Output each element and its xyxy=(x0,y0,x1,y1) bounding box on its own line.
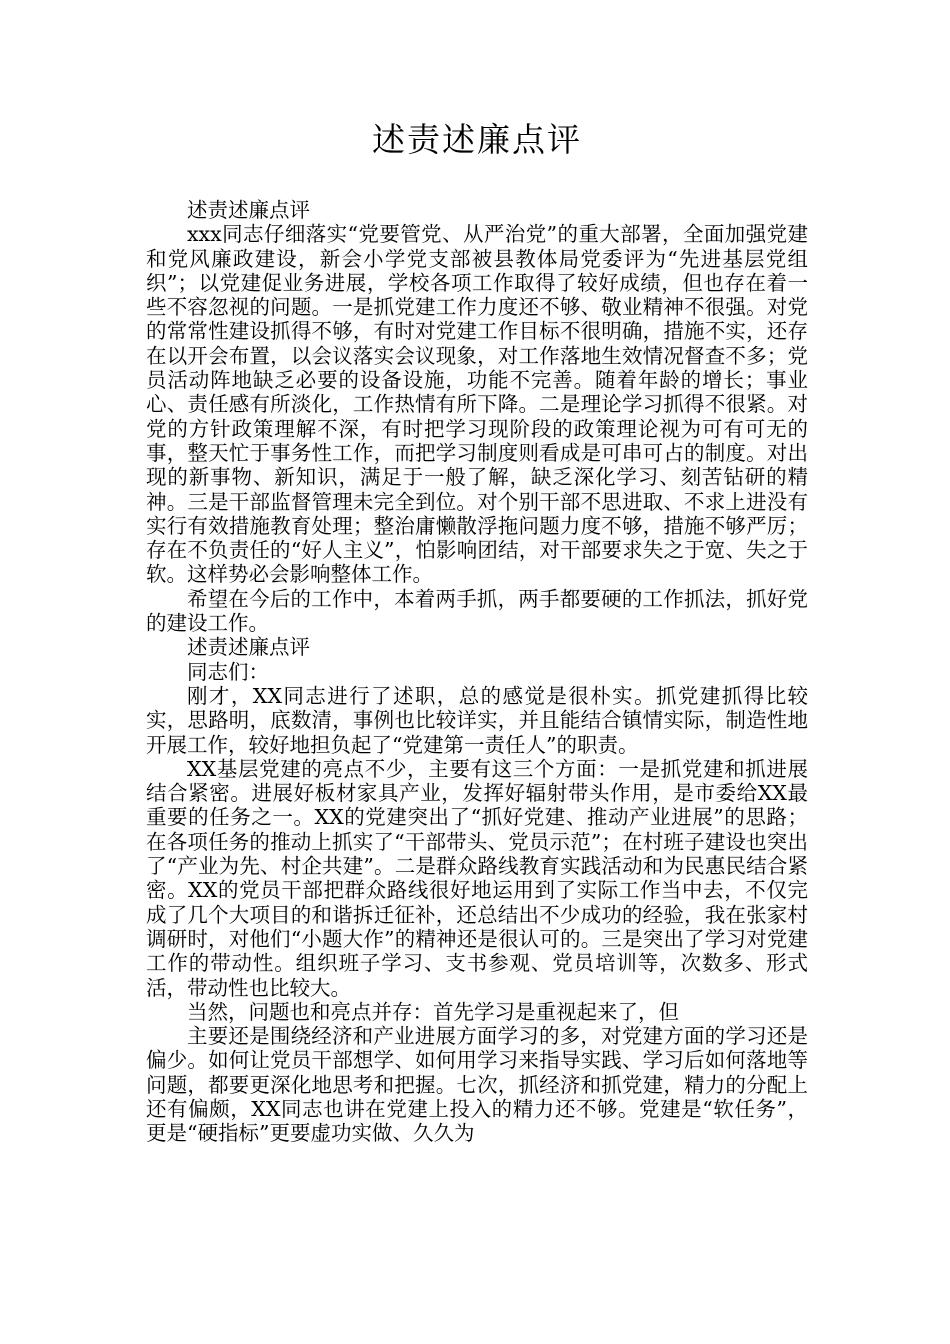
paragraph-opening-remarks: 刚才，XX同志进行了述职，总的感觉是很朴实。抓党建抓得比较实，思路明，底数清，事例也比较详实，并且能结合镇情实际，制造性地开展工作，较好地担负起了“党建第一责任人”的职责。 xyxy=(146,683,808,757)
paragraph-highlights: XX基层党建的亮点不少，主要有这三个方面：一是抓党建和抓进展结合紧密。进展好板材家具产业，发挥好辐射带头作用，是市委给XX最重要的任务之一。XX的党建突出了“抓好党建、推动产业进展”的思路；在各项任务的推动上抓实了“干部带头、党员示范”；在村班子建设也突出了“产业为先、村企共建”。二是群众路线教育实践活动和为民惠民结合紧密。XX的党员干部把群众路线很好地运用到了实际工作当中去，不仅完成了几个大项目的和谐拆迁征补，还总结出不少成功的经验，我在张家村调研时，对他们“小题大作”的精神还是很认可的。三是突出了学习对党建工作的带动性。组织班子学习、支书参观、党员培训等，次数多、形式活，带动性也比较大。 xyxy=(146,756,808,1000)
paragraph-salutation: 同志们： xyxy=(187,659,269,684)
paragraph-intro-heading: 述责述廉点评 xyxy=(187,198,310,222)
paragraph-problems-detail: 主要还是围绕经济和产业进展方面学习的多，对党建方面的学习还是偏少。如何让党员干部想学、如何用学习来指导实践、学习后如何落地等问题，都要更深化地思考和把握。七次，抓经济和抓党建，精力的分配上还有偏颇，XX同志也讲在党建上投入的精力还不够。党建是“软任务”，更是“硬指标”更要虚功实做、久久为 xyxy=(146,1024,808,1146)
paragraph-second-heading: 述责述廉点评 xyxy=(187,635,310,660)
document-page xyxy=(146,118,808,1146)
paragraph-problems-intro: 当然，问题也和亮点并存：首先学习是重视起来了，但 xyxy=(187,999,679,1024)
document-title: 述责述廉点评 xyxy=(372,120,582,159)
paragraph-review-xxx: xxx同志仔细落实“党要管党、从严治党”的重大部署，全面加强党建和党风廉政建设，新会小学党支部被县教体局党委评为“先进基层党组织”；以党建促业务进展，学校各项工作取得了较好成绩，但也存在着一些不容忽视的问题。一是抓党建工作力度还不够、敬业精神不很强。对党的常常性建设抓得不够，有时对党建工作目标不很明确，措施不实，还存在以开会布置，以会议落实会议现象，对工作落地生效情况督查不多；党员活动阵地缺乏必要的设备设施，功能不完善。随着年龄的增长；事业心、责任感有所淡化，工作热情有所下降。二是理论学习抓得不很紧。对党的方针政策理解不深，有时把学习现阶段的政策理论视为可有可无的事，整天忙于事务性工作，而把学习制度则看成是可串可占的制度。对出现的新事物、新知识，满足于一般了解，缺乏深化学习、刻苦钻研的精神。三是干部监督管理未完全到位。对个别干部不思进取、不求上进没有实行有效措施教育处理；整治庸懒散浮拖问题力度不够，措施不够严厉；存在不负责任的“好人主义”，怕影响团结，对干部要求失之于宽、失之于软。这样势必会影响整体工作。 xyxy=(146,222,808,587)
paragraph-hope: 希望在今后的工作中，本着两手抓，两手都要硬的工作抓法，抓好党的建设工作。 xyxy=(146,586,808,636)
